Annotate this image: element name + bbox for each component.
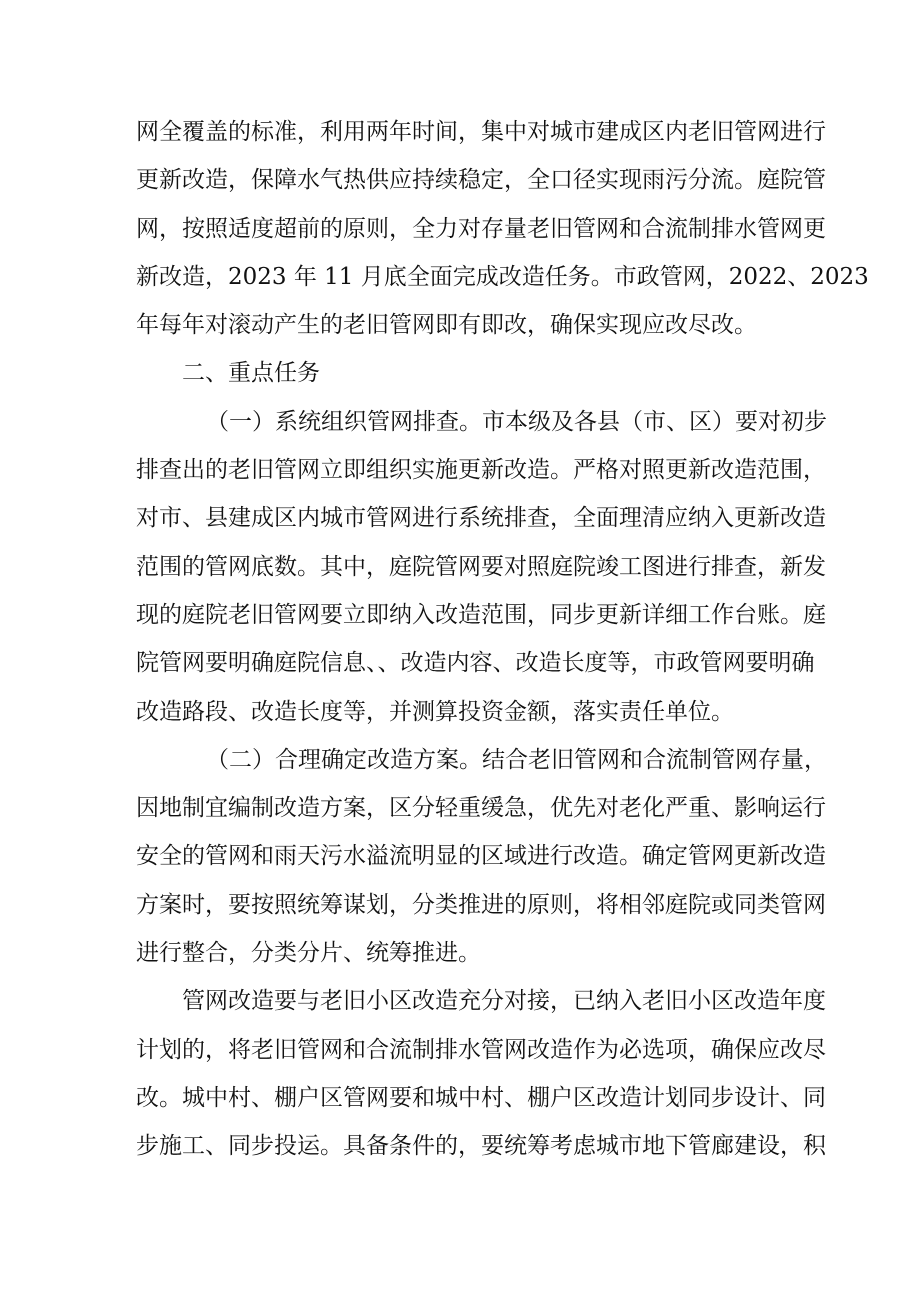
paragraph-line: （二）合理确定改造方案。结合老旧管网和合流制管网存量，	[206, 746, 827, 773]
paragraph-line: 新改造，2023 年 11 月底全面完成改造任务。市政管网，2022、2023	[136, 263, 869, 290]
paragraph-line: 排查出的老旧管网立即组织实施更新改造。严格对照更新改造范围，	[136, 457, 826, 484]
paragraph-line: 院管网要明确庭院信息、、改造内容、改造长度等，市政管网要明确	[136, 650, 815, 677]
paragraph-line: 步施工、同步投运。具备条件的，要统筹考虑城市地下管廊建设，积	[136, 1133, 826, 1160]
paragraph-line: 计划的，将老旧管网和合流制排水管网改造作为必选项，确保应改尽	[136, 1036, 826, 1063]
paragraph-line: 进行整合，分类分片、统筹推进。	[136, 940, 481, 967]
paragraph-line: 网，按照适度超前的原则，全力对存量老旧管网和合流制排水管网更	[136, 215, 826, 242]
document-body	[136, 108, 869, 1171]
paragraph-line: 安全的管网和雨天污水溢流明显的区域进行改造。确定管网更新改造	[136, 843, 826, 870]
paragraph-line: 改造路段、改造长度等，并测算投资金额，落实责任单位。	[136, 698, 734, 725]
paragraph-line: 年每年对滚动产生的老旧管网即有即改，确保实现应改尽改。	[136, 312, 757, 339]
paragraph-line: 对市、县建成区内城市管网进行系统排查，全面理清应纳入更新改造	[136, 505, 826, 532]
paragraph-line: 现的庭院老旧管网要立即纳入改造范围，同步更新详细工作台账。庭	[136, 601, 826, 628]
paragraph-line: 改。城中村、棚户区管网要和城中村、棚户区改造计划同步设计、同	[136, 1084, 826, 1111]
section-heading: 二、重点任务	[182, 360, 320, 387]
paragraph-line: 网全覆盖的标准，利用两年时间，集中对城市建成区内老旧管网进行	[136, 119, 826, 145]
paragraph-line: 范围的管网底数。其中，庭院管网要对照庭院竣工图进行排查，新发	[136, 553, 826, 580]
paragraph-line: 因地制宜编制改造方案，区分轻重缓急，优先对老化严重、影响运行	[136, 795, 826, 822]
paragraph-line: 管网改造要与老旧小区改造充分对接，已纳入老旧小区改造年度	[182, 988, 826, 1015]
paragraph-line: 方案时，要按照统筹谋划，分类推进的原则，将相邻庭院或同类管网	[136, 891, 826, 918]
paragraph-line: （一）系统组织管网排查。市本级及各县（市、区）要对初步	[206, 408, 827, 435]
paragraph-line: 更新改造，保障水气热供应持续稳定，全口径实现雨污分流。庭院管	[136, 167, 826, 194]
